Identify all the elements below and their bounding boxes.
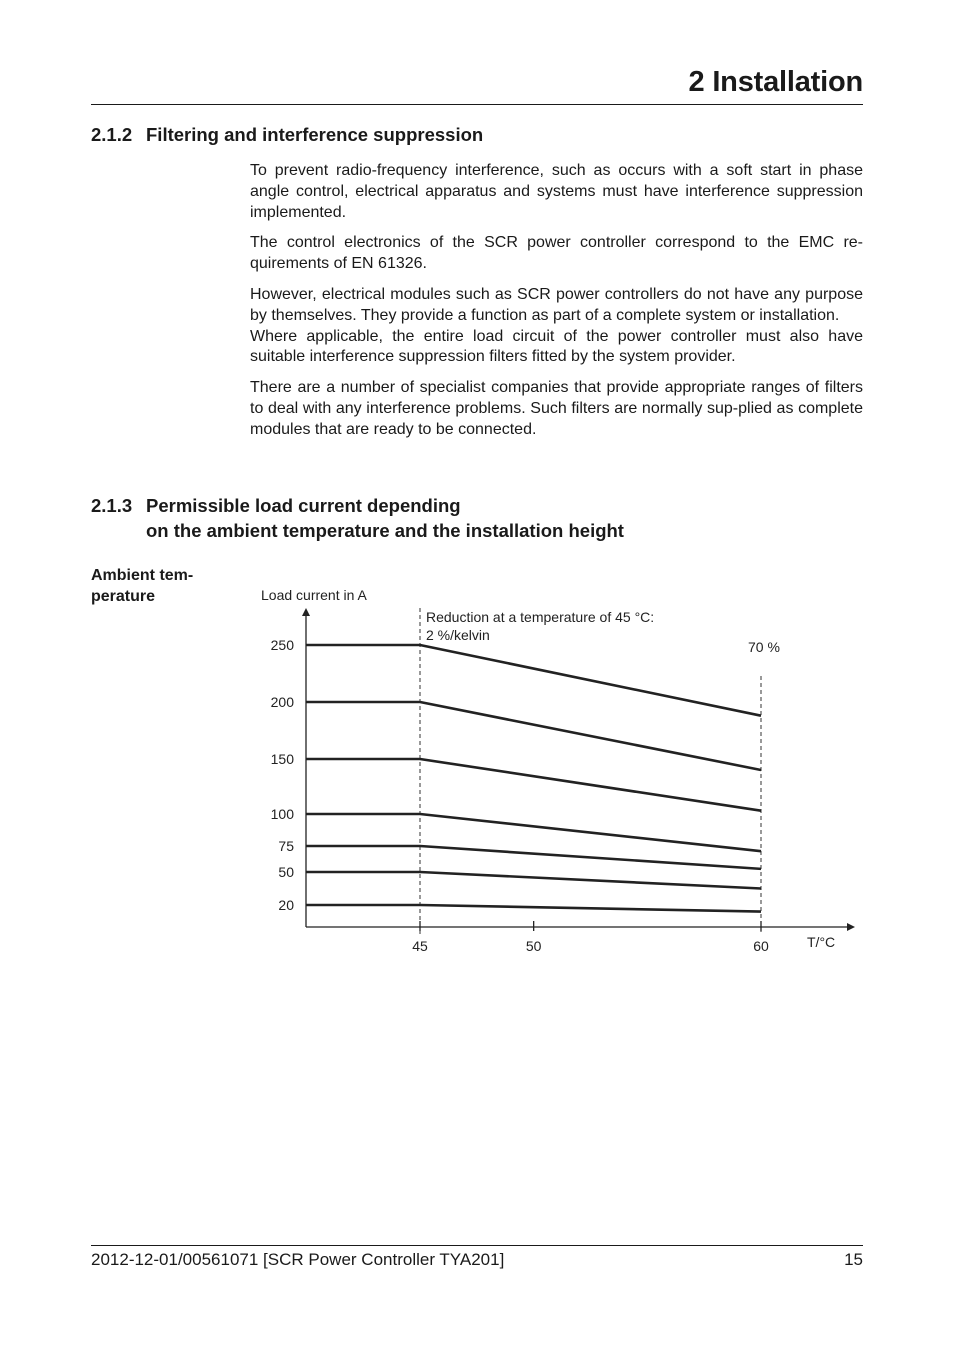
y-tick-label: 200: [270, 694, 294, 710]
annotation-line1: Reduction at a temperature of 45 °C:: [426, 609, 655, 625]
paragraph: The control electronics of the SCR power controller correspond to the EMC re-quirements of EN 61326.: [250, 234, 863, 273]
series-line: [306, 759, 761, 811]
end-percentage-label: 70 %: [748, 639, 780, 655]
series-line: [306, 846, 761, 869]
footer-rule: [91, 1245, 863, 1246]
page-number: 15: [844, 1250, 863, 1269]
x-axis-arrowhead: [847, 923, 855, 931]
series-line: [306, 872, 761, 889]
x-axis-label: T/°C: [807, 934, 836, 950]
load-current-chart: [250, 580, 870, 970]
y-tick-label: 20: [278, 897, 294, 913]
y-tick-label: 75: [278, 838, 294, 854]
y-tick-label: 50: [278, 864, 294, 880]
x-tick-label: 60: [753, 938, 769, 954]
header-rule: [91, 104, 863, 105]
paragraph: To prevent radio-frequency interference, such as occurs with a soft start in phase angle control, electrical apparatus and systems must have interference suppression implemented.: [250, 162, 863, 221]
annotation-line2: 2 %/kelvin: [426, 627, 490, 643]
section-title-line2: on the ambient temperature and the installation height: [146, 520, 624, 541]
y-axis-arrowhead: [302, 608, 310, 616]
footer-doc-reference: 2012-12-01/00561071 [SCR Power Controller TYA201]: [91, 1250, 505, 1269]
section-title: Filtering and interference suppression: [146, 124, 484, 145]
section-number: 2.1.3: [91, 495, 133, 516]
section-title-line1: Permissible load current depending: [146, 495, 461, 516]
section-2-1-2-body: [250, 161, 863, 451]
series-line: [306, 645, 761, 716]
chapter-title: 2 Installation: [688, 66, 863, 98]
y-axis-label: Load current in A: [261, 587, 367, 603]
paragraph: However, electrical modules such as SCR power controllers do not have any purpose by themselves. They provide a function as part of a complete system or installation.: [250, 285, 863, 324]
y-tick-label: 100: [270, 806, 294, 822]
paragraph: Where applicable, the entire load circuit of the power controller must also have suitable interference suppression filters fitted by the system provider.: [250, 327, 863, 366]
series-line: [306, 905, 761, 912]
side-label: Ambient tem-perature: [91, 567, 194, 605]
section-heading-2-1-3: [91, 493, 624, 543]
y-tick-label: 250: [270, 637, 294, 653]
x-tick-label: 50: [525, 938, 542, 954]
section-heading-2-1-2: [91, 124, 483, 146]
section-number: 2.1.2: [91, 124, 133, 145]
paragraph: There are a number of specialist companies that provide appropriate ranges of filters to deal with any interference problems. Such filters are normally sup-plied as complete modules that are ready to be connected.: [250, 379, 863, 438]
x-tick-label: 45: [412, 938, 428, 954]
y-tick-label: 150: [270, 751, 294, 767]
